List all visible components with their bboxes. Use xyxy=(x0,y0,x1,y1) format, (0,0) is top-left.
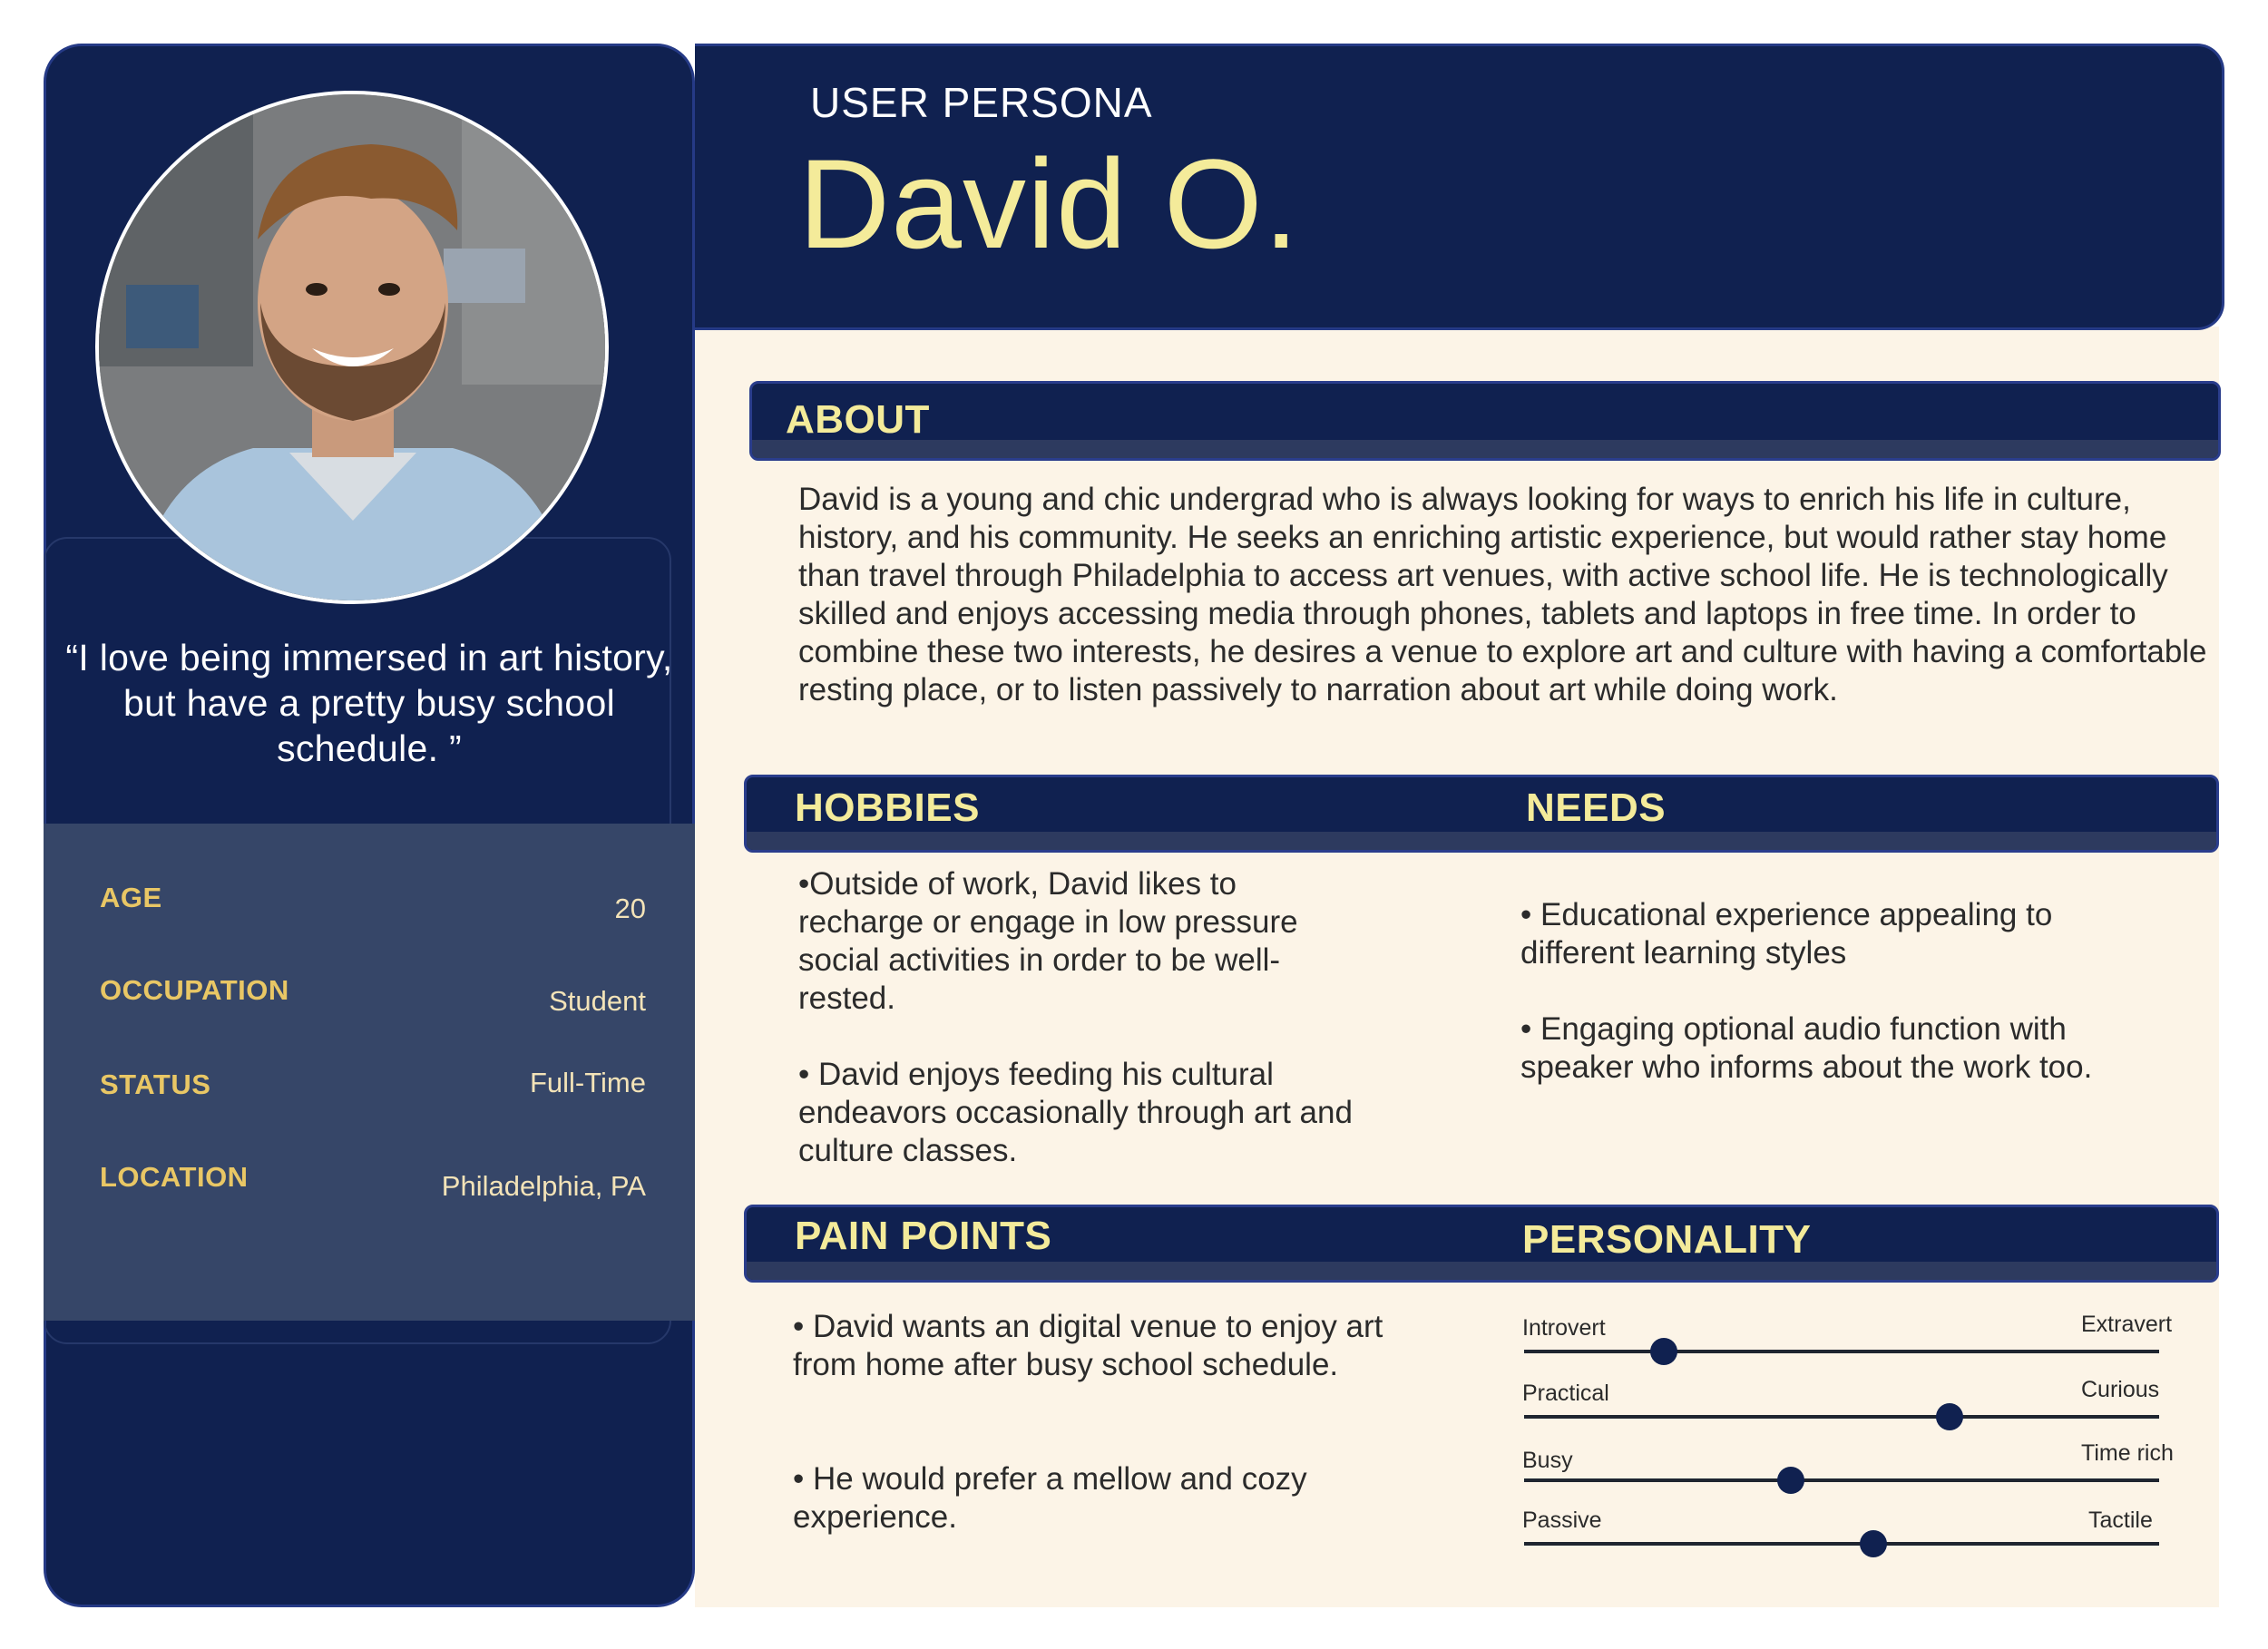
trait-right-label: Extravert xyxy=(2081,1312,2173,1337)
hobby-item-1: •Outside of work, David likes to recharge or engage in low pressure social activities in order to be well-rested. xyxy=(798,866,1298,1016)
hobbies-title: HOBBIES xyxy=(795,785,980,830)
trait-slider-knob[interactable] xyxy=(1860,1530,1887,1557)
pain-point-item-2: • He would prefer a mellow and cozy experience. xyxy=(793,1461,1307,1535)
portrait-photo xyxy=(99,94,605,600)
persona-quote: “I love being immersed in art history, but have a pretty busy school schedule. ” xyxy=(65,637,673,769)
occupation-label: OCCUPATION xyxy=(100,974,289,1006)
hobby-item-2: • David enjoys feeding his cultural endeavors occasionally through art and culture classes. xyxy=(798,1057,1353,1168)
need-item-2: • Engaging optional audio function with speaker who informs about the work too. xyxy=(1520,1011,2093,1085)
trait-left-label: Introvert xyxy=(1522,1315,1606,1341)
trait-right-label: Time rich xyxy=(2081,1440,2174,1466)
trait-slider-knob[interactable] xyxy=(1650,1338,1677,1365)
trait-left-label: Passive xyxy=(1522,1508,1602,1533)
status-label: STATUS xyxy=(100,1068,211,1100)
pain-points-title: PAIN POINTS xyxy=(795,1214,1052,1258)
persona-name: David O. xyxy=(798,132,1300,275)
about-bar xyxy=(749,381,2221,461)
trait-right-label: Curious xyxy=(2081,1377,2160,1402)
trait-slider-track xyxy=(1524,1478,2159,1482)
age-value: 20 xyxy=(614,893,646,924)
location-value: Philadelphia, PA xyxy=(441,1170,646,1202)
location-label: LOCATION xyxy=(100,1161,249,1193)
about-title: ABOUT xyxy=(786,397,930,442)
status-value: Full-Time xyxy=(529,1067,646,1098)
trait-right-label: Tactile xyxy=(2088,1508,2153,1533)
trait-left-label: Practical xyxy=(1522,1381,1609,1406)
trait-slider-knob[interactable] xyxy=(1936,1403,1963,1430)
need-item-1: • Educational experience appealing to different learning styles xyxy=(1520,897,2053,971)
trait-slider-knob[interactable] xyxy=(1777,1467,1804,1494)
trait-slider-track xyxy=(1524,1350,2159,1353)
about-text: David is a young and chic undergrad who is always looking for ways to enrich his life in culture, history, and his community. He seeks an enriching artistic experience, but would rather stay home than travel through Philadelphia to access art venues, with active school life. He is technologically skilled and enjoys accessing media through phones, tablets and laptops in free time. In order to combine these two interests, he desires a venue to explore art and culture with having a comfortable resting place, or to listen passively to narration about art while doing work. xyxy=(798,482,2207,707)
header-kicker: USER PERSONA xyxy=(810,79,1153,126)
personality-title: PERSONALITY xyxy=(1522,1217,1812,1262)
avatar xyxy=(95,91,609,604)
trait-left-label: Busy xyxy=(1522,1448,1573,1473)
needs-title: NEEDS xyxy=(1526,785,1667,830)
pain-point-item-1: • David wants an digital venue to enjoy art from home after busy school schedule. xyxy=(793,1309,1383,1382)
age-label: AGE xyxy=(100,882,162,913)
occupation-value: Student xyxy=(549,985,646,1017)
trait-slider-track xyxy=(1524,1415,2159,1419)
trait-slider-track xyxy=(1524,1542,2159,1546)
